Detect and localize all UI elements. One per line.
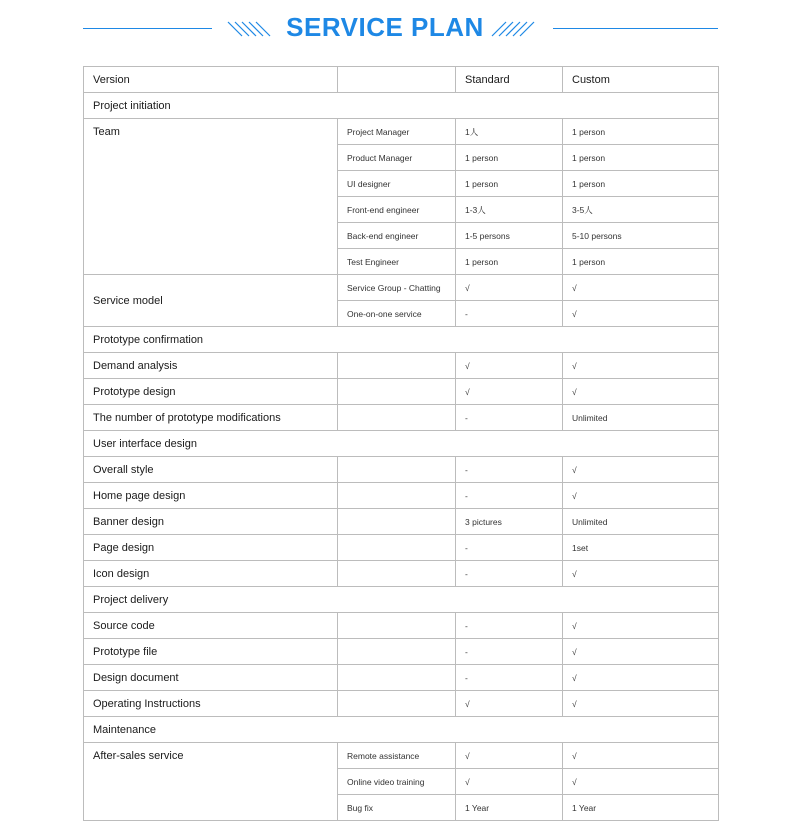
custom-value: √ xyxy=(563,353,719,379)
hatch-decoration-left xyxy=(226,20,274,38)
standard-value: √ xyxy=(456,275,563,301)
custom-value: √ xyxy=(563,457,719,483)
custom-value: √ xyxy=(563,379,719,405)
standard-value: - xyxy=(456,665,563,691)
service-item: Bug fix xyxy=(338,795,456,821)
custom-value: √ xyxy=(563,561,719,587)
custom-value: Unlimited xyxy=(563,405,719,431)
service-mode: One-on-one service xyxy=(338,301,456,327)
standard-value: 1人 xyxy=(456,119,563,145)
standard-value: - xyxy=(456,639,563,665)
standard-value: √ xyxy=(456,769,563,795)
table-row xyxy=(84,639,719,665)
section-project-initiation: Project initiation xyxy=(84,93,719,119)
item-label: Operating Instructions xyxy=(84,691,338,717)
custom-value: √ xyxy=(563,613,719,639)
header-rule-left xyxy=(83,28,212,29)
section-row xyxy=(84,431,719,457)
table-row xyxy=(84,561,719,587)
custom-value: √ xyxy=(563,483,719,509)
table-row xyxy=(84,743,719,769)
custom-value: √ xyxy=(563,665,719,691)
table-row xyxy=(84,379,719,405)
item-label: The number of prototype modifications xyxy=(84,405,338,431)
section-row xyxy=(84,587,719,613)
standard-value: 1-5 persons xyxy=(456,223,563,249)
empty-cell xyxy=(338,405,456,431)
row-label-team: Team xyxy=(84,119,338,275)
header-custom: Custom xyxy=(563,67,719,93)
empty-cell xyxy=(338,639,456,665)
section-row xyxy=(84,717,719,743)
hatch-decoration-right xyxy=(490,20,538,38)
item-label: Design document xyxy=(84,665,338,691)
custom-value: √ xyxy=(563,769,719,795)
table-row xyxy=(84,535,719,561)
standard-value: - xyxy=(456,561,563,587)
item-label: Icon design xyxy=(84,561,338,587)
custom-value: √ xyxy=(563,639,719,665)
header-rule-right xyxy=(553,28,718,29)
team-role: Back-end engineer xyxy=(338,223,456,249)
standard-value: 1 person xyxy=(456,145,563,171)
section-row xyxy=(84,93,719,119)
standard-value: - xyxy=(456,405,563,431)
empty-cell xyxy=(338,509,456,535)
header-standard: Standard xyxy=(456,67,563,93)
item-label: Source code xyxy=(84,613,338,639)
empty-cell xyxy=(338,535,456,561)
empty-cell xyxy=(338,379,456,405)
standard-value: 1 Year xyxy=(456,795,563,821)
custom-value: 5-10 persons xyxy=(563,223,719,249)
standard-value: - xyxy=(456,457,563,483)
custom-value: 1 person xyxy=(563,119,719,145)
section-maintenance: Maintenance xyxy=(84,717,719,743)
table-row xyxy=(84,353,719,379)
empty-cell xyxy=(338,665,456,691)
standard-value: √ xyxy=(456,379,563,405)
item-label: Home page design xyxy=(84,483,338,509)
empty-cell xyxy=(338,483,456,509)
service-item: Remote assistance xyxy=(338,743,456,769)
item-label: Demand analysis xyxy=(84,353,338,379)
service-item: Online video training xyxy=(338,769,456,795)
table-header-row xyxy=(84,67,719,93)
standard-value: 1-3人 xyxy=(456,197,563,223)
row-label-after-sales: After-sales service xyxy=(84,743,338,821)
custom-value: 1 Year xyxy=(563,795,719,821)
table-row xyxy=(84,483,719,509)
section-prototype-confirmation: Prototype confirmation xyxy=(84,327,719,353)
table-row xyxy=(84,275,719,301)
custom-value: 1set xyxy=(563,535,719,561)
page-header xyxy=(0,0,800,60)
standard-value: √ xyxy=(456,691,563,717)
empty-cell xyxy=(338,457,456,483)
table-row xyxy=(84,665,719,691)
team-role: Product Manager xyxy=(338,145,456,171)
empty-cell xyxy=(338,613,456,639)
custom-value: √ xyxy=(563,275,719,301)
custom-value: 1 person xyxy=(563,249,719,275)
item-label: Prototype file xyxy=(84,639,338,665)
custom-value: √ xyxy=(563,301,719,327)
standard-value: 1 person xyxy=(456,249,563,275)
service-plan-table xyxy=(83,66,719,821)
team-role: Test Engineer xyxy=(338,249,456,275)
row-label-service-model: Service model xyxy=(84,275,338,327)
custom-value: Unlimited xyxy=(563,509,719,535)
item-label: Prototype design xyxy=(84,379,338,405)
team-role: Front-end engineer xyxy=(338,197,456,223)
standard-value: 1 person xyxy=(456,171,563,197)
standard-value: - xyxy=(456,301,563,327)
item-label: Overall style xyxy=(84,457,338,483)
empty-cell xyxy=(338,691,456,717)
table-row xyxy=(84,405,719,431)
custom-value: 1 person xyxy=(563,145,719,171)
table-row xyxy=(84,691,719,717)
team-role: Project Manager xyxy=(338,119,456,145)
custom-value: √ xyxy=(563,691,719,717)
section-project-delivery: Project delivery xyxy=(84,587,719,613)
empty-cell xyxy=(338,561,456,587)
table-row xyxy=(84,509,719,535)
table-row xyxy=(84,119,719,145)
custom-value: 1 person xyxy=(563,171,719,197)
header-version: Version xyxy=(84,67,338,93)
custom-value: 3-5人 xyxy=(563,197,719,223)
header-blank xyxy=(338,67,456,93)
table-row xyxy=(84,613,719,639)
standard-value: - xyxy=(456,535,563,561)
empty-cell xyxy=(338,353,456,379)
standard-value: √ xyxy=(456,743,563,769)
team-role: UI designer xyxy=(338,171,456,197)
service-mode: Service Group - Chatting xyxy=(338,275,456,301)
standard-value: - xyxy=(456,483,563,509)
page-title: SERVICE PLAN xyxy=(286,12,484,42)
section-user-interface-design: User interface design xyxy=(84,431,719,457)
standard-value: - xyxy=(456,613,563,639)
standard-value: √ xyxy=(456,353,563,379)
table-row xyxy=(84,457,719,483)
custom-value: √ xyxy=(563,743,719,769)
item-label: Page design xyxy=(84,535,338,561)
item-label: Banner design xyxy=(84,509,338,535)
standard-value: 3 pictures xyxy=(456,509,563,535)
section-row xyxy=(84,327,719,353)
